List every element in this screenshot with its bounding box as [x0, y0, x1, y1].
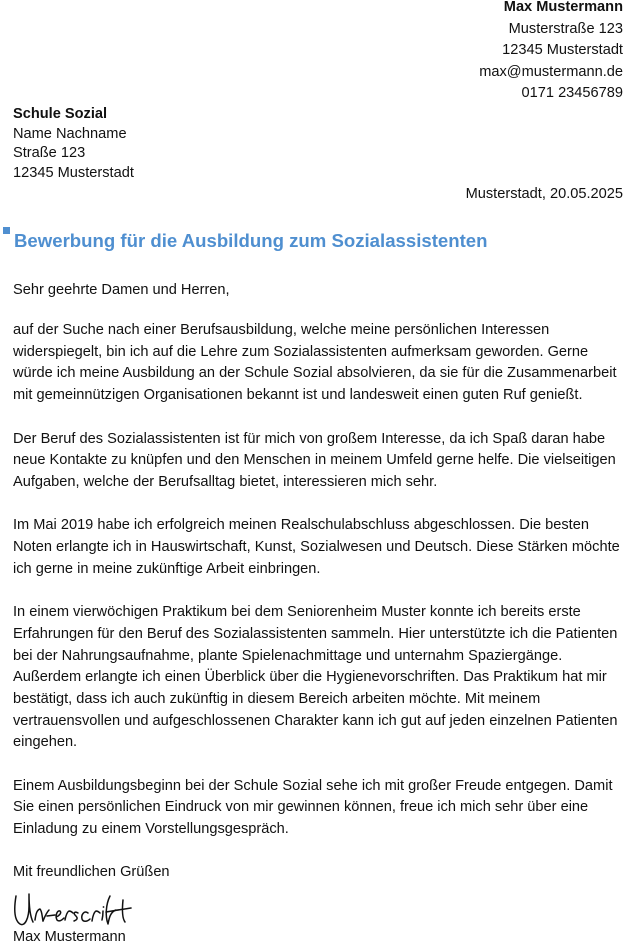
- sender-address-block: [479, 0, 623, 105]
- sender-phone: 0171 23456789: [521, 85, 623, 102]
- salutation: Sehr geehrte Damen und Herren,: [13, 282, 230, 298]
- subject-line: Bewerbung für die Ausbildung zum Sozialassistenten: [14, 230, 488, 251]
- recipient-name: Schule Sozial: [13, 106, 108, 122]
- place-date: Musterstadt, 20.05.2025: [465, 186, 623, 202]
- body-paragraph: auf der Suche nach einer Berufsausbildung, welche meine persönlichen Interessen widerspiegelt, bin ich auf die Lehre zum Sozialassistenten aufmerksam geworden. Gerne würde ich meine Ausbildung an der Schule Sozial absolvieren, da sie für die Zusammenarbeit mit gemeinnützigen Organisationen bekannt ist und landesweit einen guten Ruf genießt.: [13, 322, 617, 404]
- handwritten-signature: [12, 886, 132, 930]
- sender-email: max@mustermann.de: [479, 63, 623, 80]
- closing-phrase: Mit freundlichen Grüßen: [13, 864, 170, 880]
- sender-city: 12345 Musterstadt: [502, 42, 623, 59]
- recipient-city: 12345 Musterstadt: [13, 164, 134, 181]
- recipient-street: Straße 123: [13, 145, 86, 162]
- recipient-address-block: [13, 105, 134, 183]
- sender-name: Max Mustermann: [503, 0, 623, 15]
- accent-square-icon: [3, 227, 10, 234]
- body-paragraph: Einem Ausbildungsbeginn bei der Schule Sozial sehe ich mit großer Freude entgegen. Damit Sie einen persönlichen Eindruck von mir gewinnen können, freue ich mich sehr über eine Einladung zu einem Vorstellungsgespräch.: [13, 777, 613, 838]
- recipient-contact: Name Nachname: [13, 125, 127, 142]
- body-paragraph: Der Beruf des Sozialassistenten ist für mich von großem Interesse, da ich Spaß daran habe neue Kontakte zu knüpfen und den Menschen in meinem Umfeld gerne helfe. Die vielseitigen Aufgaben, welche der Berufsalltag bietet, interessieren mich sehr.: [13, 430, 616, 490]
- body-paragraph: Im Mai 2019 habe ich erfolgreich meinen Realschulabschluss abgeschlossen. Die besten Noten erlangte ich in Hauswirtschaft, Kunst, Sozialwesen und Deutsch. Diese Stärken möchte ich gerne in meine zukünftige Arbeit einbringen.: [13, 517, 620, 577]
- letter-body: [13, 320, 625, 863]
- signer-name: Max Mustermann: [13, 929, 126, 945]
- sender-street: Musterstraße 123: [508, 20, 623, 37]
- body-paragraph: In einem vierwöchigen Praktikum bei dem Seniorenheim Muster konnte ich bereits erste Erfahrungen für den Beruf des Sozialassistenten sammeln. Hier unterstützte ich die Patienten bei der Nahrungsaufnahme, plante Spielenachmittage und unternahm Spaziergänge. Außerdem erlangte ich einen Überblick über die Hygienevorschriften. Das Praktikum hat mir bestätigt, dass ich auch zukünftig in diesem Bereich arbeiten möchte. Mit meinem vertrauensvollen und aufgeschlossenen Charakter kann ich gut auf jeden einzelnen Patienten eingehen.: [13, 604, 618, 751]
